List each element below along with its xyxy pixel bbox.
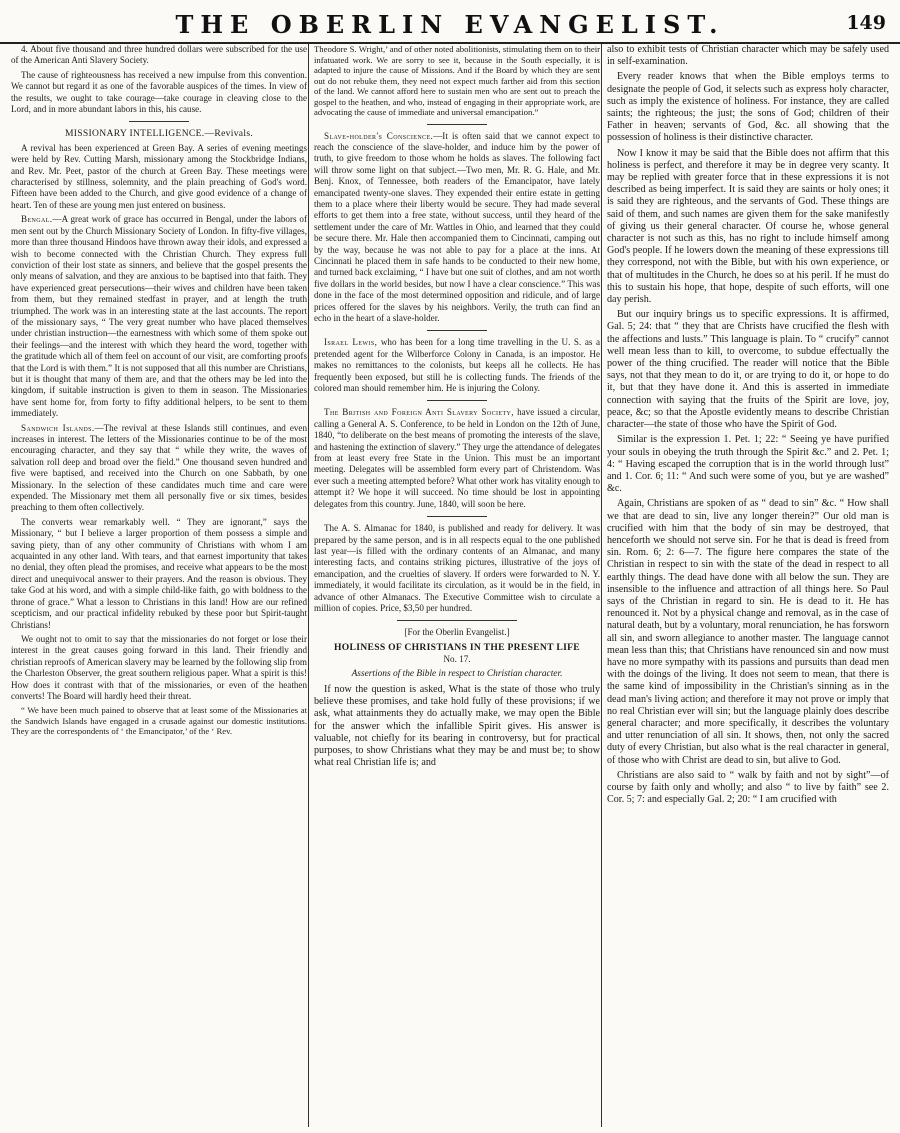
paragraph-essay-continued: also to exhibit tests of Christian character which may be safely used in self-examination. [607,44,889,68]
paragraph-green-bay: A revival has been experienced at Green Bay. A series of evening meetings were held by Rev. Cutting Marsh, missionary among the Stockbridge Indians, and Rev. Mr. Peet, pastor of the church at Green Bay. These meetings were characterised by stillness, solemnity, and the plain preaching of God's word. Fifteen have been added to the Church, and give good evidence of a change of heart. Ten of these are young men just entered on business. [11,142,307,210]
paragraph-convention-impulse: The cause of righteousness has received a new impulse from this convention. We cannot but regard it as one of the favorable auspices of the times. In view of the results, we ought to take courage—take courage in cleaving close to the Lord, and in more abundant labors in this, his cause. [11,69,307,115]
paragraph-sandwich-islands [11,423,307,514]
paragraph-similar-expression: Similar is the expression 1. Pet. 1; 22: “ Seeing ye have purified your souls in obeying the truth through the Spirit &c.” and 2. Pet. 1; 4: “ Having escaped the corruption that is in the world through lust” and 1. Cor. 6; 11: “ And such were some of you, but ye are washed” &c. [607,434,889,495]
section-divider [427,516,487,517]
essay-number: No. 17. [443,654,471,665]
quote-charleston-continued: Theodore S. Wright,’ and of other noted abolitionists, stimulating them on to their infatuated work. We are sorry to see it, because in the South especially, it is adapted to injure the cause of Missions. And if the Board by which they are sent out do not rebuke them, they need not expect much farther aid from this section of the land. We cannot afford here to sustain men who are sent out to preach the gospel to the heathen, and who, instead of engaging in their appropriate work, are advocating the cause of immediate and universal emancipation.” [314,44,600,117]
paragraph-essay-opening: If now the question is asked, What is the state of those who truly believe these promises, and take hold fully of these provisions; if we ask, what attainments they do actually make, we may open the Bible for the answer which the infallible Spirit gives. His answer is valuable, not chiefly for its bearing in controversy, but for practical purposes, to show Christians what they may be and must be; to show what real Christian life is; and [314,683,600,769]
paragraph-convention-subscription: 4. About five thousand and three hundred dollars were subscribed for the use of the American Anti Slavery Society. [11,44,307,66]
paragraph-bengal [11,214,307,419]
column-2 [311,44,603,1127]
paragraph-converts: The converts wear remarkably well. “ They are ignorant,” says the Missionary, “ but I believe a larger proportion of them possess a simple and saving piety, than of any other community of Christians with whom I am acquainted in any other land. With tears, and that earnest importunity that takes no denial, they often plead the promises, and receive what appears to be the most direct and unequivocal answer to their prayers. And the reason is obvious. They take God at his word, and with a simple child-like faith, go with boldness to the throne of grace.” What a lesson to Christians in this land! How are our refined scepticism, and our practical infidelity rebuked by these poor but Spirit-taught Christians! [11,516,307,630]
paragraph-dead-to-sin: Again, Christians are spoken of as “ dead to sin” &c. “ How shall we that are dead to sin, live any longer therein?” Our old man is crucified with him that the body of sin may be destroyed, that henceforth we should not serve sin. For he that is dead is freed from sin. Rom. 6; 2: 6—7. The figure here compares the state of the Christian in respect to sin with the state of the dead in respect to all earthly things. The dead have done with all below the sun. They are insensible to the influence and attraction of all things here. So Paul says of the Christian in regard to sin. He is dead to it. He has renounced it. Not by a physical change and removal, as in the case of natural death, but by a voluntary, moral renunciation, he has forsworn all sin, and sworn allegiance to another master. The language cannot mean less than this; that Christians have renounced sin and now must have no more sympathy with its passions and pursuits than dead men with the doings of the living. It does not seem to mean, that there is the same kind of impossibility in the Christian's sinning as in the dead man's living action; and therefore it may not prove or imply that no real Christian ever will sin; but the language plainly does describe general character; and more specifically, it describes the voluntary and utter renunciation of all sin. It shows, then, not only the sacred duty of every Christian, but also what is the real character in general, of those who with Christ are dead to sin, but alive to God. [607,498,889,766]
section-divider [397,620,517,621]
essay-source-note: [For the Oberlin Evangelist.] [404,627,510,638]
section-divider [427,330,487,331]
masthead-title: THE OBERLIN EVANGELIST. [175,10,725,39]
lewis-text: who has been for a long time travelling in the U. S. as a pretended agent for the Wilberforce Colony in Canada, is an impostor. He makes no remittances to the colonists, but keeps all he collects. He has frequently been exposed, but still he is collecting funds. The friends of the colored man should remember him. He is injuring the Colony. [314,337,600,394]
essay-title: HOLINESS OF CHRISTIANS IN THE PRESENT LIFE [334,641,580,653]
sandwich-label: Sandwich Islands. [21,422,95,433]
section-divider [427,124,487,125]
lewis-label: Israel Lewis, [324,337,378,348]
paragraph-holiness-perfect: Now I know it may be said that the Bible does not affirm that this holiness is perfect, and therefore it may be in degree very scanty. It may be replied with greater force that in these expressions it is not described as being imperfect. It is said they are saints or holy ones; it is said they are righteous, and the servants of God. These things are said of them, and such names are given them for the sake manifestly of giving us their general character. Of course he, whose general character is not such as this, has no right to include himself among God's people. If he lowers down the meaning of these expressions till they correspond, not with the Bible, but with his own experience, or that of multitudes in the Church, he does so at his peril. If he must do this to sustain his hope, that hope, despite of such efforts, will one day perish. [607,147,889,306]
section-divider [129,121,189,122]
paragraph-israel-lewis [314,337,600,394]
essay-subtitle: Assertions of the Bible in respect to Christian character. [351,668,563,679]
paragraph-missionaries-reproof: We ought not to omit to say that the missionaries do not forget or lose their interest in the great causes going forward in this land. Their friendly and christian reproofs of American slavery may be learned by the following slip from the Charleston Observer, the great southern religious paper. What a spirit is this! How does it contrast with that of the missionaries, or even of the heathen converts! The Board will hardly heed their threat. [11,633,307,701]
paragraph-walk-by-faith: Christians are also said to “ walk by faith and not by sight”—of course by faith only and wholly; and also “ to live by faith” see 2. Cor. 5; 7: and especially Gal. 2; 20: “ I am crucified with [607,769,889,806]
bengal-text: —A great work of grace has occurred in Bengal, under the labors of men sent out by the Church Missionary Society of London. In fifty-five villages, more than three thousand Hindoos have thrown away their idols, and expressed a wish to become connected with the Christian Church. They express full conviction of their lost state as sinners, and believe that the gospel presents the only means of salvation, and they are anxious to be baptised into that faith. They have experienced great persecutions—their wives and children have been taken from them, but they remained stedfast in prayer, and at length the truth triumphed. The work was in an interesting state at the last accounts. The report of the missionary says, “ The very great number who have placed themselves under christian instruction—the earnestness with which some of them spoke out their feelings—and the interest with which they heard the word, together with the gratitude which all of them feel on account of our visit, are comforting proofs that the Lord is with them.” It is not supposed that all this number are Christians, but it is thought that many of them are, and that the others may be led into the kingdom, if suitable instruction is given to them in season. The Missionaries have sent home for, from forty to fifty additional helpers, to be sent to them immediately. [11,214,307,419]
article-columns [8,44,892,1127]
paragraph-british-society [314,407,600,510]
british-text: have issued a circular, calling a General A. S. Conference, to be held in London on the 12th of June, 1840, “to deliberate on the best means of promoting the interests of the slave, and hastening the extinction of slavery.” They urge the attendance of delegates from at least every free State in the Union. This must be an important meeting. Delegates will be assembled form every part of Christendom. Was ever such a meeting attempted before? What other work has vitality enough to attempt it? We hope it will succeed. No time should be lost in appointing delegates from this country. June, 1840, will soon be here. [314,407,600,509]
column-1 [8,44,310,1127]
quote-charleston-observer: “ We have been much pained to observe that at least some of the Missionaries at the Sandwich Islands have engaged in a crusade against our domestic institutions. They are the correspondents of ‘ the Emancipator,’ of the ‘ Rev. [11,705,307,737]
paragraph-slaveholder-conscience [314,131,600,325]
conscience-label: Slave-holder's Conscience. [324,130,434,141]
section-divider [427,400,487,401]
masthead [0,8,900,44]
column-3 [604,44,892,1127]
paragraph-terms-designate: Every reader knows that when the Bible employs terms to designate the people of God, it selects such as express holy character, such as imply the existence of holiness. For instance, they are called saints; the righteous; the just; the sons of God; children of their Father in heaven; servants of God, &c. all showing that the possession of holiness is their distinctive character. [607,71,889,144]
british-label: The British and Foreign Anti Slavery Society, [324,407,514,418]
paragraph-specific-expressions: But our inquiry brings us to specific expressions. It is affirmed, Gal. 5; 24: that “ they that are Christs have crucified the flesh with the affections and lusts.” This language is plain. To “ crucify” cannot well mean less than to kill, to overcome, to subdue effectually the power of the thing crucified. The reader will notice that the Bible says, not that they mean to do it, or are trying to do it, or hope to do it, but that they have done it. And this is asserted in immediate connection with saying that the fruits of the Spirit are love, joy, peace, &c; so that the Apostle evidently means to describe Christian character—the state of those who have the Spirit of God. [607,309,889,431]
paragraph-almanac: The A. S. Almanac for 1840, is published and ready for delivery. It was prepared by the same person, and is in all respects equal to the one published last year—is filled with the ordinary contents of an Almanac, and many interesting facts, and contains striking pictures, illustrative of the joys of emancipation, and the cruelties of slavery. If orders were forwarded to N. Y. immediately, it would facilitate its circulation, as it would be in the field, in advance of other Almanacs. The Executive Committee wish to circulate a million of copies. Price, $3,50 per hundred. [314,523,600,613]
sandwich-text: —The revival at these Islands still continues, and even increases in interest. The letters of the Missionaries continue to be of the most encouraging character, and they say that “ while they write, the waves of salvation roll deep and broad over the field.” One thousand seven hundred and five were baptised, and received into the Church on one Sabbath, by one Missionary. In the selection of these candidates much time and care were expended. The Missionary met them all personally five or six times, besides preaching to them often collectively. [11,422,308,513]
conscience-text: —It is often said that we cannot expect to reach the conscience of the slave-holder, and induce him by the power of truth, to give freedom to those whom he holds as slaves. The following fact will throw some light on that subject.—Two men, Mr. R. G. Hale, and Mr. Benj. Knox, of Tennessee, both readers of the Emancipator, have lately emancipated twenty-one slaves. They expended their entire estate in getting them to a place where their liberty would be secure. They had made several efforts to get them into a free state, without success, until they heard of the settlement under the care of Mr. Wattles in Ohio, and learned that they could be secure there. Mr. Hale then accompanied them to Cincinnati, camping out by the way, because he was not able to pay for a place at the inns. At Cincinnati he placed them in safe hands to be conducted to their new home, and turned back exclaiming, “ I have but one suit of clothes, and am not worth five dollars in the world besides, but now I have a clear conscience.” This was done in the face of the most determined opposition and ridicule, and of large prices offered for the slaves by his neighbors. Verily, the truth can find an echo in the heart of a slave-holder. [314,130,600,323]
page-number: 149 [846,12,886,34]
missionary-intelligence-heading: MISSIONARY INTELLIGENCE.—Revivals. [64,128,254,140]
bengal-label: Bengal. [21,214,53,225]
